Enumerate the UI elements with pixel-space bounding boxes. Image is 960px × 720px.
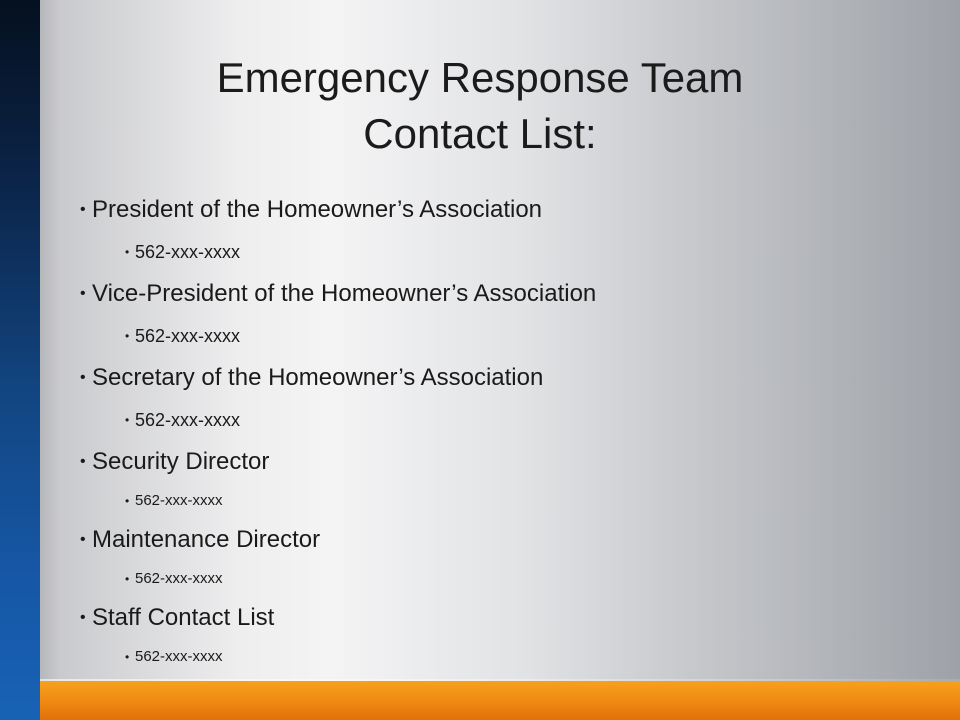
contact-phone: • 562-xxx-xxxx [80, 230, 840, 274]
contact-phone: • 562-xxx-xxxx [80, 314, 840, 358]
contact-list [80, 190, 840, 676]
contact-phone: • 562-xxx-xxxx [80, 560, 840, 598]
contact-role: • President of the Homeowner’s Association [80, 190, 840, 230]
contact-role: • Secretary of the Homeowner’s Association [80, 358, 840, 398]
contact-phone: • 562-xxx-xxxx [80, 638, 840, 676]
slide-title [100, 50, 860, 162]
contact-role: • Security Director [80, 442, 840, 482]
contact-role: • Vice-President of the Homeowner’s Association [80, 274, 840, 314]
contact-phone: • 562-xxx-xxxx [80, 398, 840, 442]
left-accent-band [0, 0, 40, 720]
title-line-1: Emergency Response Team [216, 54, 744, 101]
title-line-2: Contact List: [363, 110, 597, 157]
contact-role: • Staff Contact List [80, 598, 840, 638]
bottom-accent-band [40, 681, 960, 720]
contact-phone: • 562-xxx-xxxx [80, 482, 840, 520]
contact-role: • Maintenance Director [80, 520, 840, 560]
